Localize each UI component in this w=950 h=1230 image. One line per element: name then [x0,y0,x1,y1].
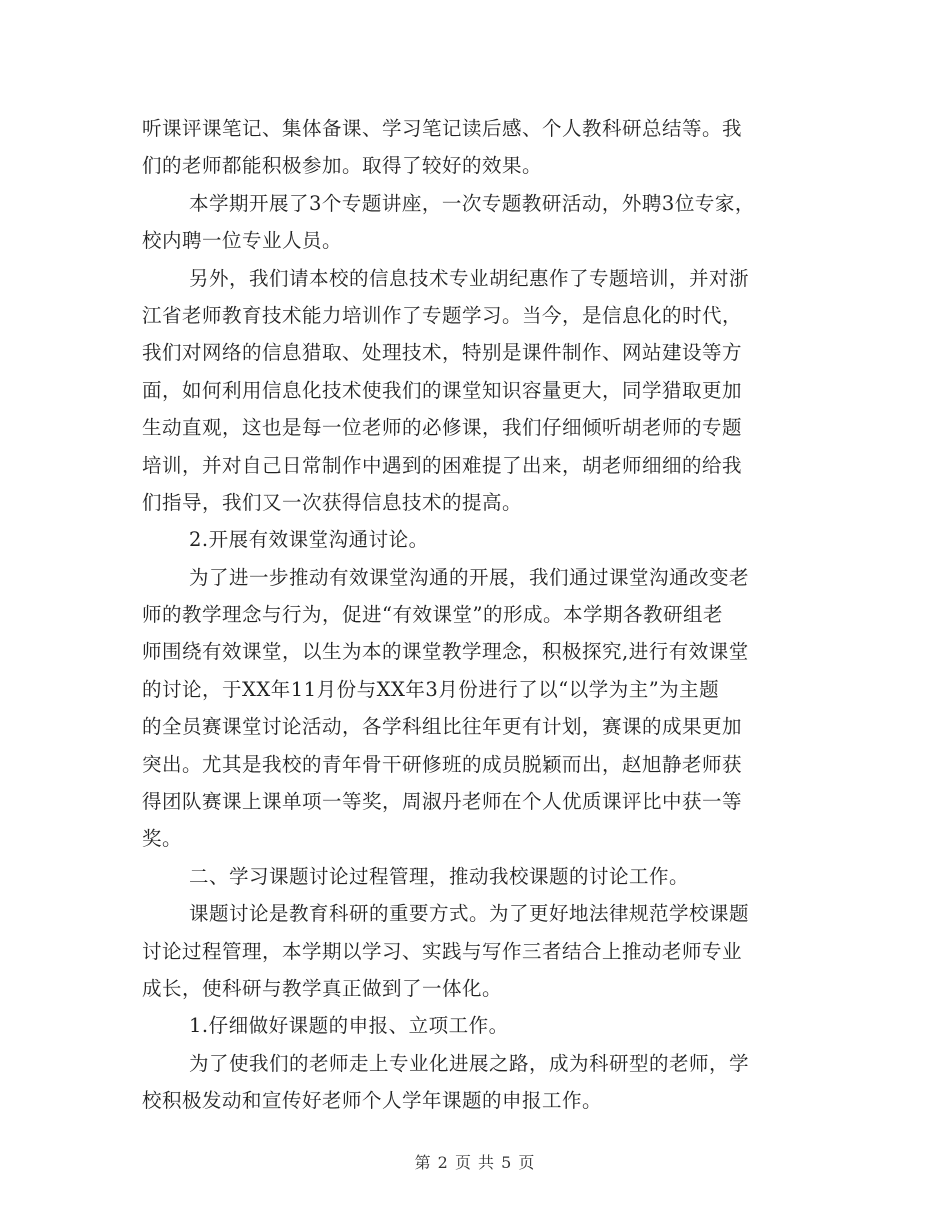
text-line: 奖。 [142,827,183,851]
text-line: 师的教学理念与行为，促进“有效课堂”的形成。本学期各教研组老 [142,603,723,627]
text-line: 听课评课笔记、集体备课、学习笔记读后感、个人教科研总结等。我 [142,117,743,140]
document-body [142,110,802,1120]
text-line: 生动直观，这也是每一位老师的必修课，我们仔细倾听胡老师的专题 [142,416,743,440]
text-line: 课题讨论是教育科研的重要方式。为了更好地法律规范学校课题 [189,902,750,926]
text-line: 校内聘一位专业人员。 [142,229,343,253]
text-line: 2.开展有效课堂沟通讨论。 [189,528,429,552]
text-line: 另外，我们请本校的信息技术专业胡纪惠作了专题培训，并对浙 [189,266,750,290]
page-number-footer: 第 2 页 共 5 页 [414,1153,536,1172]
text-line: 的讨论，于XX年11月份与XX年3月份进行了以“以学为主”为主题 [142,677,720,701]
text-line: 江省老师教育技术能力培训作了专题学习。当今，是信息化的时代， [142,303,743,327]
text-line: 培训，并对自己日常制作中遇到的困难提了出来，胡老师细细的给我 [142,453,743,477]
text-line: 们指导，我们又一次获得信息技术的提高。 [142,490,523,514]
text-line: 们的老师都能积极参加。取得了较好的效果。 [142,154,543,178]
text-line: 本学期开展了3个专题讲座，一次专题教研活动，外聘3位专家， [189,191,755,215]
text-line: 得团队赛课上课单项一等奖，周淑丹老师在个人优质课评比中获一等 [142,790,743,814]
text-line: 讨论过程管理，本学期以学习、实践与写作三者结合上推动老师专业 [142,939,743,963]
text-line: 突出。尤其是我校的青年骨干研修班的成员脱颖而出，赵旭静老师获 [142,752,743,776]
text-line: 成长，使科研与教学真正做到了一体化。 [142,976,503,1000]
text-line: 师围绕有效课堂，以生为本的课堂教学理念，积极探究,进行有效课堂 [142,640,749,664]
text-line: 我们对网络的信息猎取、处理技术，特别是课件制作、网站建设等方 [142,341,743,365]
text-line: 面，如何利用信息化技术使我们的课堂知识容量更大，同学猎取更加 [142,378,743,402]
text-line: 为了使我们的老师走上专业化进展之路，成为科研型的老师，学 [189,1051,750,1075]
text-line: 为了进一步推动有效课堂沟通的开展，我们通过课堂沟通改变老 [189,565,750,589]
text-line: 校积极发动和宣传好老师个人学年课题的申报工作。 [142,1089,603,1113]
text-line: 1.仔细做好课题的申报、立项工作。 [189,1014,509,1038]
text-line: 二、学习课题讨论过程管理，推动我校课题的讨论工作。 [189,864,690,888]
text-line: 的全员赛课堂讨论活动，各学科组比往年更有计划，赛课的成果更加 [142,715,743,739]
